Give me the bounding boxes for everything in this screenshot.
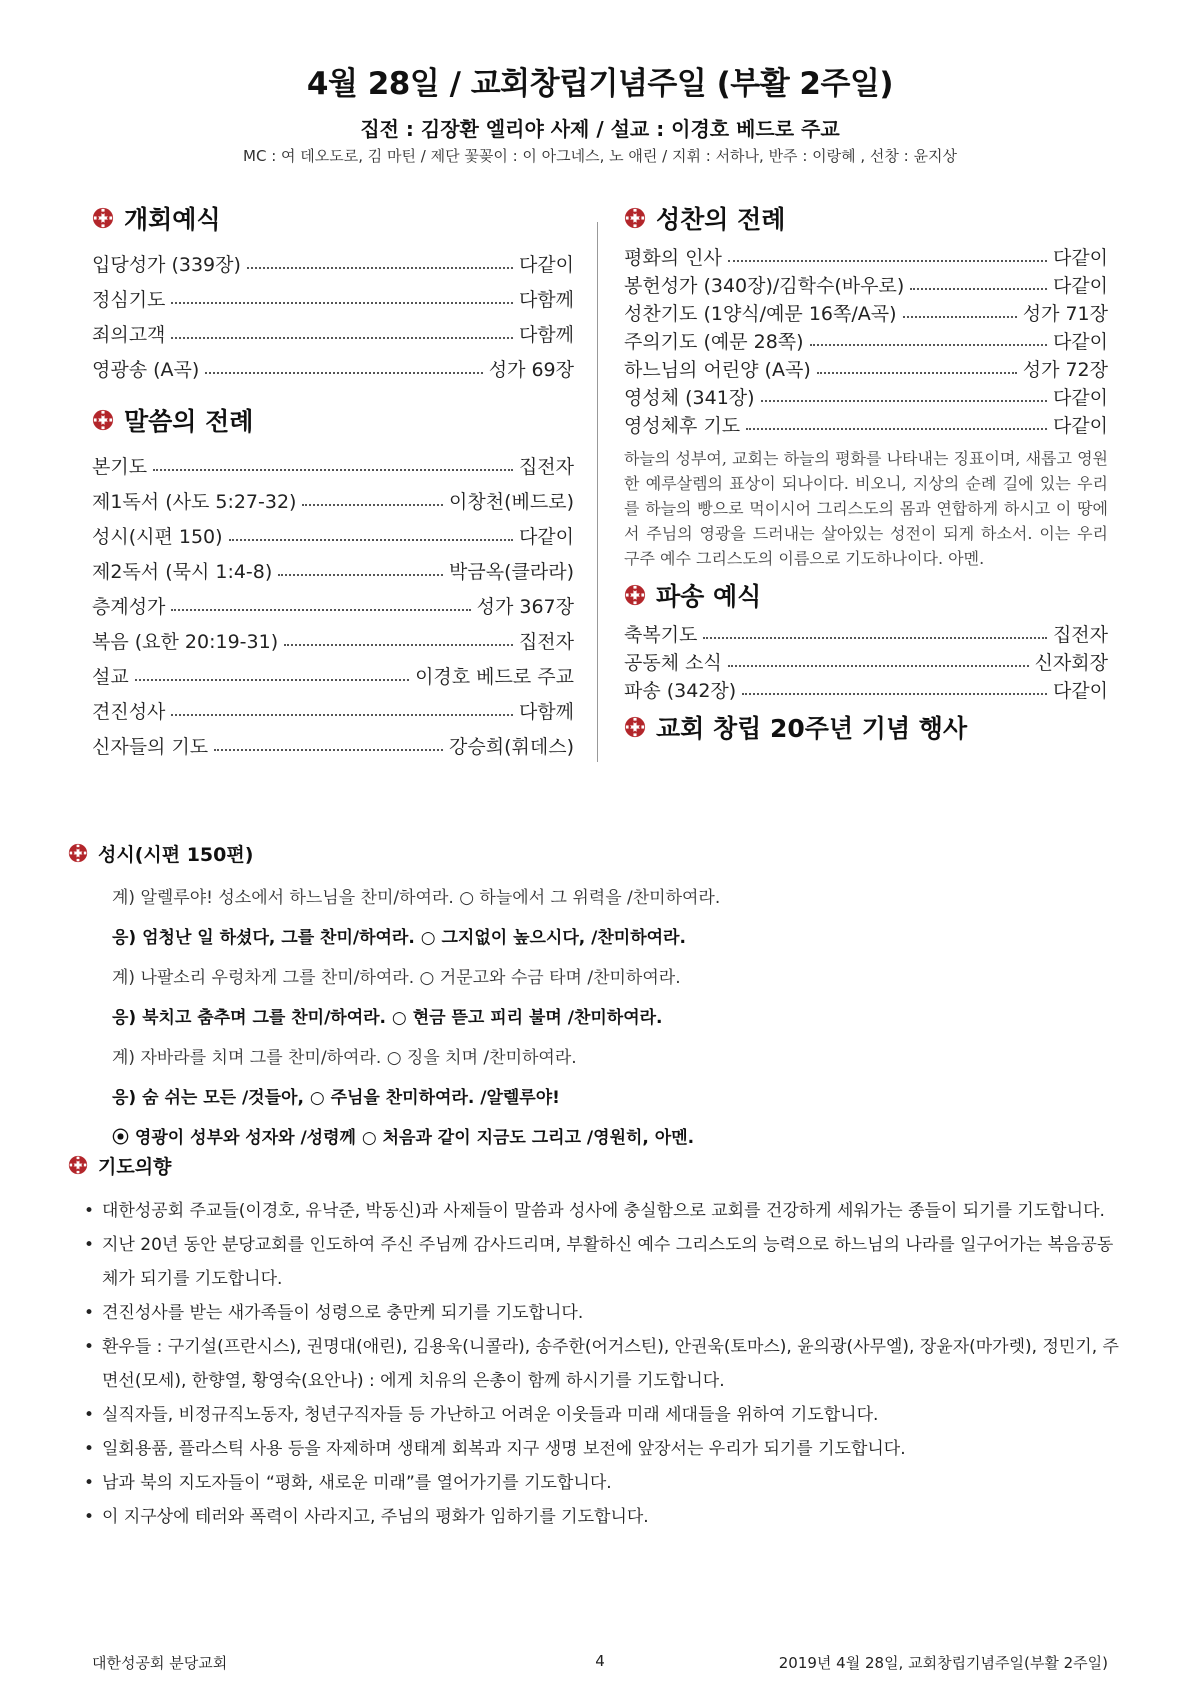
prayer-item: • 일회용품, 플라스틱 사용 등을 자제하며 생태계 회복과 지구 생명 보전에 앞장서는 우리가 되기를 기도합니다.: [68, 1432, 1128, 1466]
order-list-dismissal: [624, 619, 1108, 703]
psalm-lines: [112, 878, 1128, 1158]
order-item: [92, 479, 574, 514]
section-heading-eucharist: [624, 198, 1108, 238]
item-name: 본기도: [92, 456, 148, 478]
item-performer: 다같이: [1052, 331, 1108, 353]
dot-leader: [728, 260, 1047, 262]
prayer-item: • 견진성사를 받는 새가족들이 성령으로 충만케 되기를 기도합니다.: [68, 1296, 1128, 1330]
item-performer: 다함께: [518, 324, 574, 346]
item-performer: 성가 367장: [476, 596, 574, 618]
item-performer: 박금옥(클라라): [449, 561, 574, 583]
order-list-opening: [92, 242, 574, 382]
prayer-item: • 대한성공회 주교들(이경호, 유낙준, 박동신)과 사제들이 말씀과 성사에 충실함으로 교회를 건강하게 세워가는 종들이 되기를 기도합니다.: [68, 1194, 1128, 1228]
item-name: 죄의고객: [92, 324, 166, 346]
item-name: 영성체후 기도: [624, 415, 741, 437]
item-performer: 다같이: [518, 254, 574, 276]
cross-icon: [68, 1155, 88, 1175]
dot-leader: [171, 337, 513, 339]
psalm-line: 계) 자바라를 치며 그를 찬미/하여라. ○ 징을 치며 /찬미하여라.: [112, 1048, 577, 1068]
item-performer: 집전자: [518, 631, 574, 653]
cross-icon: [624, 584, 646, 606]
page-number: 4: [595, 1652, 605, 1670]
order-item: [92, 347, 574, 382]
order-item: [92, 514, 574, 549]
item-name: 층계성가: [92, 596, 166, 618]
dot-leader: [153, 469, 513, 471]
dot-leader: [817, 372, 1017, 374]
item-name: 입당성가 (339장): [92, 254, 241, 276]
order-item: [92, 724, 574, 759]
prayer-item: • 지난 20년 동안 분당교회를 인도하여 주신 주님께 감사드리며, 부활하신 예수 그리스도의 능력으로 하느님의 나라를 일구어가는 복음공동체가 되기를 기도합니다.: [68, 1228, 1128, 1296]
item-name: 성찬기도 (1양식/예문 16쪽/A곡): [624, 303, 897, 325]
item-performer: 다같이: [1052, 680, 1108, 702]
section-title: 교회 창립 20주년 기념 행사: [656, 714, 968, 743]
section-title: 기도의향: [98, 1155, 172, 1178]
cross-icon: [92, 207, 114, 229]
order-item: [624, 354, 1108, 382]
right-column: [624, 198, 1108, 747]
psalm-line: 응) 숨 쉬는 모든 /것들아, ○ 주님을 찬미하여라. /알렐루야!: [112, 1088, 560, 1108]
dot-leader: [171, 714, 513, 716]
order-list-eucharist: [624, 242, 1108, 438]
order-list-word: [92, 444, 574, 759]
order-item: [92, 312, 574, 347]
item-name: 정심기도: [92, 289, 166, 311]
prayer-list: [68, 1194, 1128, 1534]
item-name: 견진성사: [92, 701, 166, 723]
cross-icon: [68, 843, 88, 863]
item-performer: 이창천(베드로): [449, 491, 574, 513]
item-performer: 강승희(휘데스): [449, 736, 574, 758]
dot-leader: [728, 665, 1029, 667]
order-item: [624, 619, 1108, 647]
dot-leader: [302, 504, 443, 506]
section-heading-psalm: [68, 838, 1128, 868]
dot-leader: [284, 644, 513, 646]
prayer-item: • 실직자들, 비정규직노동자, 청년구직자들 등 가난하고 어려운 이웃들과 미래 세대들을 위하여 기도합니다.: [68, 1398, 1128, 1432]
section-heading-prayer: [68, 1150, 1128, 1180]
cross-icon: [624, 716, 646, 738]
dot-leader: [205, 372, 482, 374]
section-title: 개회예식: [124, 205, 221, 234]
order-item: [624, 675, 1108, 703]
order-item: [624, 647, 1108, 675]
dot-leader: [810, 344, 1047, 346]
dot-leader: [742, 693, 1047, 695]
item-performer: 성가 72장: [1022, 359, 1108, 381]
dot-leader: [135, 679, 409, 681]
order-item: [624, 270, 1108, 298]
section-heading-anniversary: [624, 707, 1108, 747]
section-title: 파송 예식: [656, 582, 762, 611]
item-performer: 다함께: [518, 289, 574, 311]
section-heading-opening: [92, 198, 574, 238]
column-divider: [597, 222, 598, 762]
item-name: 복음 (요한 20:19-31): [92, 631, 279, 653]
order-item: [92, 277, 574, 312]
item-performer: 다함께: [518, 701, 574, 723]
psalm-line: ⦿ 영광이 성부와 성자와 /성령께 ○ 처음과 같이 지금도 그리고 /영원히, 아멘.: [112, 1128, 695, 1148]
dot-leader: [278, 574, 443, 576]
prayer-item: • 이 지구상에 테러와 폭력이 사라지고, 주님의 평화가 임하기를 기도합니다.: [68, 1500, 1128, 1534]
dot-leader: [171, 302, 513, 304]
dot-leader: [171, 609, 470, 611]
footer-church-name: 대한성공회 분당교회: [92, 1654, 228, 1672]
section-title: 말씀의 전례: [124, 407, 254, 436]
item-name: 영성체 (341장): [624, 387, 755, 409]
item-performer: 집전자: [518, 456, 574, 478]
dot-leader: [910, 288, 1047, 290]
item-name: 주의기도 (예문 28쪽): [624, 331, 804, 353]
dot-leader: [214, 749, 443, 751]
item-name: 영광송 (A곡): [92, 359, 200, 381]
item-name: 공동체 소식: [624, 652, 722, 674]
dot-leader: [229, 539, 513, 541]
item-name: 하느님의 어린양 (A곡): [624, 359, 811, 381]
item-name: 평화의 인사: [624, 247, 722, 269]
order-item: [624, 242, 1108, 270]
item-performer: 집전자: [1052, 624, 1108, 646]
item-performer: 다같이: [1052, 415, 1108, 437]
mc-line: MC : 여 데오도로, 김 마틴 / 제단 꽃꽂이 : 이 아그네스, 노 애린 / 지휘 : 서하나, 반주 : 이랑혜 , 선창 : 윤지상: [243, 147, 957, 165]
psalm-line: 계) 알렐루야! 성소에서 하느님을 찬미/하여라. ○ 하늘에서 그 위력을 /찬미하여라.: [112, 888, 721, 908]
order-item: [624, 326, 1108, 354]
order-item: [624, 410, 1108, 438]
item-performer: 다같이: [1052, 275, 1108, 297]
cross-icon: [624, 207, 646, 229]
item-performer: 성가 71장: [1022, 303, 1108, 325]
item-name: 제1독서 (사도 5:27-32): [92, 491, 297, 513]
dot-leader: [746, 428, 1047, 430]
dot-leader: [761, 400, 1047, 402]
dot-leader: [703, 637, 1047, 639]
section-title: 성찬의 전례: [656, 205, 786, 234]
order-item: [92, 619, 574, 654]
item-performer: 다같이: [518, 526, 574, 548]
order-item: [624, 298, 1108, 326]
order-item: [92, 584, 574, 619]
section-title: 성시(시편 150편): [98, 843, 254, 866]
footer-date: 2019년 4월 28일, 교회창립기념주일(부활 2주일): [778, 1654, 1108, 1672]
item-name: 축복기도: [624, 624, 698, 646]
psalm-line: 응) 북치고 춤추며 그를 찬미/하여라. ○ 현금 뜯고 피리 불며 /찬미하여라.: [112, 1008, 663, 1028]
item-performer: 다같이: [1052, 247, 1108, 269]
psalm-line: 계) 나팔소리 우렁차게 그를 찬미/하여라. ○ 거문고와 수금 타며 /찬미하여라.: [112, 968, 681, 988]
prayer-intentions-section: [68, 1150, 1128, 1534]
item-name: 봉헌성가 (340장)/김학수(바우로): [624, 275, 905, 297]
order-item: [92, 689, 574, 724]
item-performer: 이경호 베드로 주교: [415, 666, 574, 688]
item-name: 파송 (342장): [624, 680, 737, 702]
left-column: [92, 198, 574, 759]
item-performer: 신자회장: [1034, 652, 1108, 674]
psalm-line: 응) 엄청난 일 하셨다, 그를 찬미/하여라. ○ 그지없이 높으시다, /찬미하여라.: [112, 928, 686, 948]
item-name: 신자들의 기도: [92, 736, 209, 758]
item-name: 설교: [92, 666, 129, 688]
dot-leader: [903, 316, 1017, 318]
item-name: 성시(시편 150): [92, 526, 223, 548]
cross-icon: [92, 409, 114, 431]
psalm-section: [68, 838, 1128, 1158]
officiant-line: 집전 : 김장환 엘리야 사제 / 설교 : 이경호 베드로 주교: [360, 117, 840, 141]
order-item: [92, 242, 574, 277]
page-title: 4월 28일 / 교회창립기념주일 (부활 2주일): [306, 66, 894, 102]
order-item: [92, 549, 574, 584]
order-item: [624, 382, 1108, 410]
prayer-item: • 환우들 : 구기설(프란시스), 권명대(애린), 김용욱(니콜라), 송주한(어거스틴), 안권욱(토마스), 윤의광(사무엘), 장윤자(마가렛), 정민기, 주면선(모세), 한향열, 황영숙(요안나) : 에게 치유의 은총이 함께 하시기를 기도합니다.: [68, 1330, 1128, 1398]
item-performer: 다같이: [1052, 387, 1108, 409]
dot-leader: [247, 267, 513, 269]
item-performer: 성가 69장: [488, 359, 574, 381]
section-heading-word: [92, 400, 574, 440]
order-item: [92, 444, 574, 479]
prayer-item: • 남과 북의 지도자들이 “평화, 새로운 미래”를 열어가기를 기도합니다.: [68, 1466, 1128, 1500]
section-heading-dismissal: [624, 575, 1108, 615]
order-item: [92, 654, 574, 689]
item-name: 제2독서 (묵시 1:4-8): [92, 561, 273, 583]
post-communion-prayer: 하늘의 성부여, 교회는 하늘의 평화를 나타내는 징표이며, 새롭고 영원한 예루살렘의 표상이 되나이다. 비오니, 지상의 순례 길에 있는 우리를 하늘의 빵으로 먹이시어 그리스도의 몸과 연합하게 하시고 이 땅에서 주님의 영광을 드러내는 살아있는 성전이 되게 하소서. 이는 우리 구주 예수 그리스도의 이름으로 기도하나이다. 아멘.: [624, 449, 1108, 568]
